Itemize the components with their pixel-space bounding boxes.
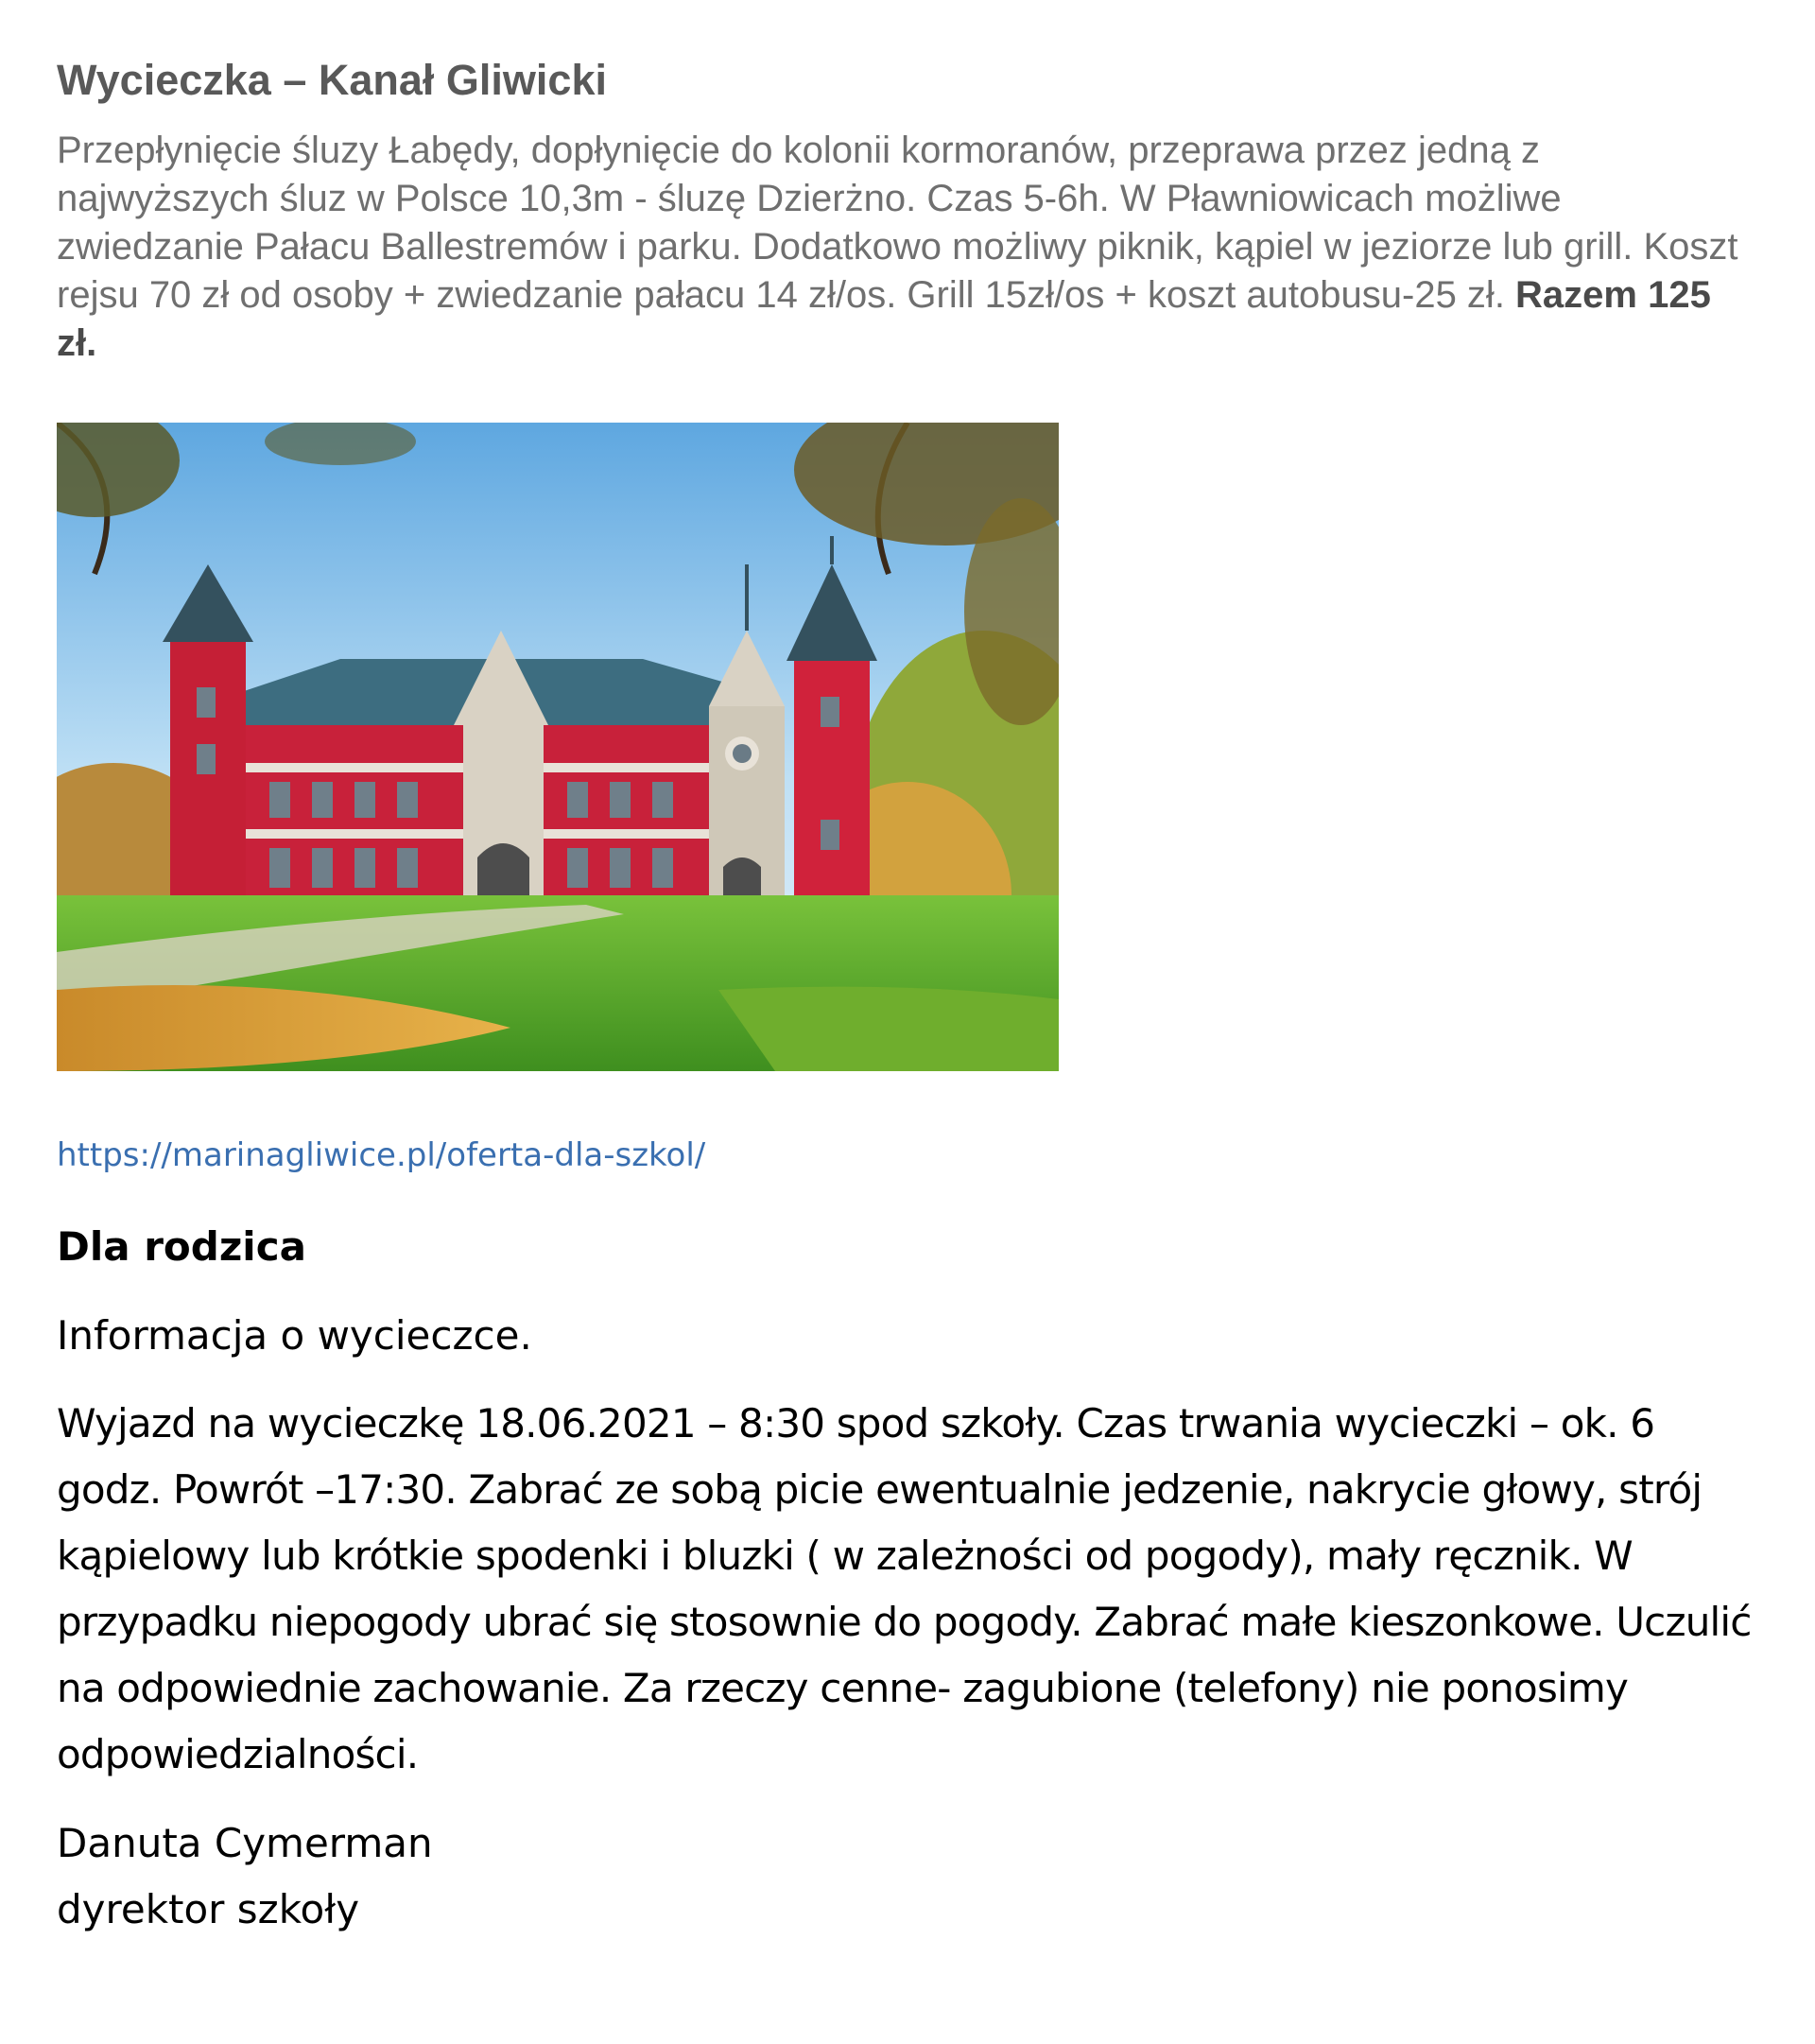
signature-block (57, 1810, 1758, 1943)
trip-info-body: Wyjazd na wycieczkę 18.06.2021 – 8:30 spod szkoły. Czas trwania wycieczki – ok. 6 godz. Powrót –17:30. Zabrać ze sobą picie ewentualnie jedzenie, nakrycie głowy, strój kąpielowy lub krótkie spodenki i bluzki ( w zależności od pogody), mały ręcznik. W przypadku niepogody ubrać się stosownie do pogody. Zabrać małe kieszonkowe. Uczulić na odpowiednie zachowanie. Za rzeczy cenne- zagubione (telefony) nie ponosimy odpowiedzialności. (57, 1400, 1752, 1777)
trip-description-text: Przepłynięcie śluzy Łabędy, dopłynięcie do kolonii kormoranów, przeprawa przez jedną z najwyższych śluz w Polsce 10,3m - śluzę Dzierżno. Czas 5-6h. W Pławniowicach możliwe zwiedzanie Pałacu Ballestremów i parku. Dodatkowo możliwy piknik, kąpiel w jeziorze lub grill. Koszt rejsu 70 zł od osoby + zwiedzanie pałacu 14 zł/os. Grill 15zł/os + koszt autobusu-25 zł. (57, 130, 1738, 316)
signature-role: dyrektor szkoły (57, 1886, 360, 1932)
trip-info-intro: Informacja o wycieczce. (57, 1312, 532, 1359)
marina-gliwice-link[interactable]: https://marinagliwice.pl/oferta-dla-szkol/ (57, 1136, 706, 1174)
signature-name: Danuta Cymerman (57, 1820, 433, 1866)
palace-photo (57, 423, 1059, 1071)
trip-total-price: Razem 125 zł. (57, 274, 1711, 364)
trip-title: Wycieczka – Kanał Gliwicki (57, 56, 607, 104)
trip-description (57, 127, 1758, 368)
document-page (57, 47, 1758, 1943)
parent-section-heading: Dla rodzica (57, 1223, 306, 1270)
